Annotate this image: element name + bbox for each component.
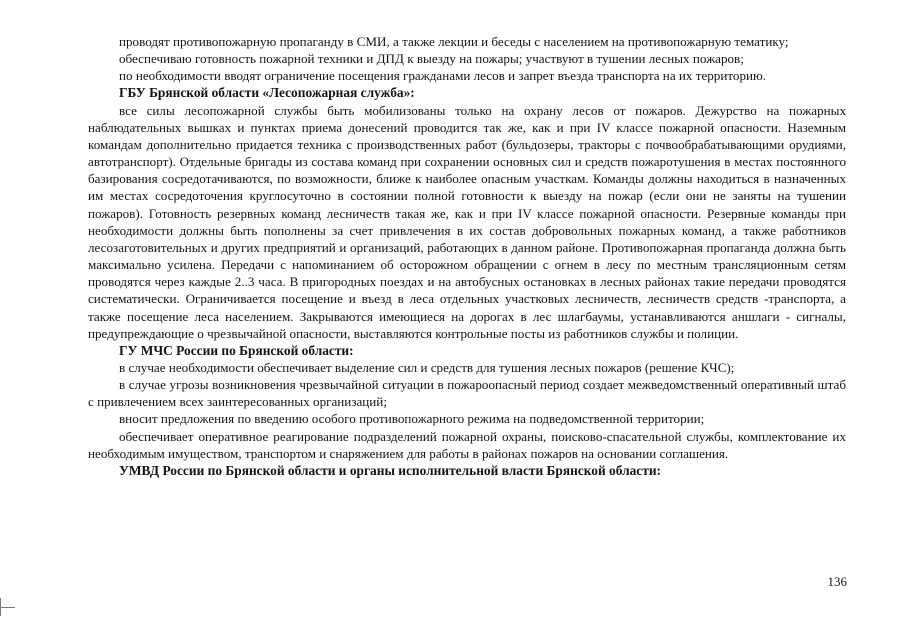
- paragraph-mchs-forces: в случае необходимости обеспечивает выделение сил и средств для тушения лесных пожаров (решение КЧС);: [119, 359, 735, 375]
- paragraph-mchs-headquarters: в случае угрозы возникновения чрезвычайной ситуации в пожароопасный период создает межведомственный оперативный штаб с привлечением всех заинтересованных организаций;: [88, 377, 846, 410]
- page-number: 136: [827, 574, 847, 589]
- paragraph-readiness: обеспечиваю готовность пожарной техники и ДПД к выезду на пожары; участвуют в тушении лесных пожаров;: [119, 51, 744, 67]
- heading-lesopozharnaya-sluzhba: ГБУ Брянской области «Лесопожарная служба»:: [119, 85, 415, 101]
- paragraph-lesopozharnaya-measures: все силы лесопожарной службы быть мобилизованы только на охрану лесов от пожаров. Дежурство на пожарных наблюдательных вышках и пунктах приема донесений проводится так же, как и при IV классе пожарной опасности. Наземным командам дополнительно придается техника с производственных работ (бульдозеры, тракторы с почвообрабатывающими орудиями, автотранспорт). Отдельные бригады из состава команд при сохранении основных сил и средств пожаротушения в местах постоянного базирования сосредотачиваются, по возможности, ближе к наиболее опасным участкам. Команды должны находиться в назначенных им местах сосредоточения круглосуточно в состоянии полной готовности к выезду на пожар (если они не заняты на тушении пожаров). Готовность резервных команд лесничеств такая же, как и при IV классе пожарной опасности. Резервные команды при необходимости должны быть пополнены за счет привлечения в их состав добровольных пожарных команд, а также работников лесозаготовительных и других предприятий и организаций, работающих в данном районе. Противопожарная пропаганда должна быть максимально усилена. Передачи с напоминанием об осторожном обращении с огнем в лесу по местным трансляционным сетям проводятся через каждые 2..3 часа. В пригородных поездах и на автобусных остановках в лесных районах такие передачи проводятся систематически. Ограничивается посещение и въезд в леса отдельных участковых лесничеств, лесничеств средств -транспорта, а также посещение леса населением. Закрываются имеющиеся на дорогах в лес шлагбаумы, устанавливаются аншлаги - сигналы, предупреждающие о чрезвычайной опасности, выставляются контрольные посты из работников службы и полиции.: [88, 102, 846, 341]
- paragraph-mchs-proposals: вносит предложения по введению особого противопожарного режима на подведомственной территории;: [119, 411, 705, 427]
- document-body: [88, 33, 846, 479]
- scan-edge-mark: [0, 598, 11, 616]
- paragraph-restriction: по необходимости вводят ограничение посещения гражданами лесов и запрет въезда транспорта на их территорию.: [119, 68, 767, 84]
- paragraph-mchs-response: обеспечивает оперативное реагирование подразделений пожарной охраны, поисково-спасательной службы, комплектование их необходимым имуществом, транспортом и снаряжением для работы в районах пожаров на основании соглашения.: [88, 428, 846, 461]
- paragraph-propaganda: проводят противопожарную пропаганду в СМИ, а также лекции и беседы с населением на противопожарную тематику;: [119, 34, 789, 49]
- heading-umvd: УМВД России по Брянской области и органы исполнительной власти Брянской области:: [119, 462, 661, 478]
- heading-mchs: ГУ МЧС России по Брянской области:: [119, 342, 354, 358]
